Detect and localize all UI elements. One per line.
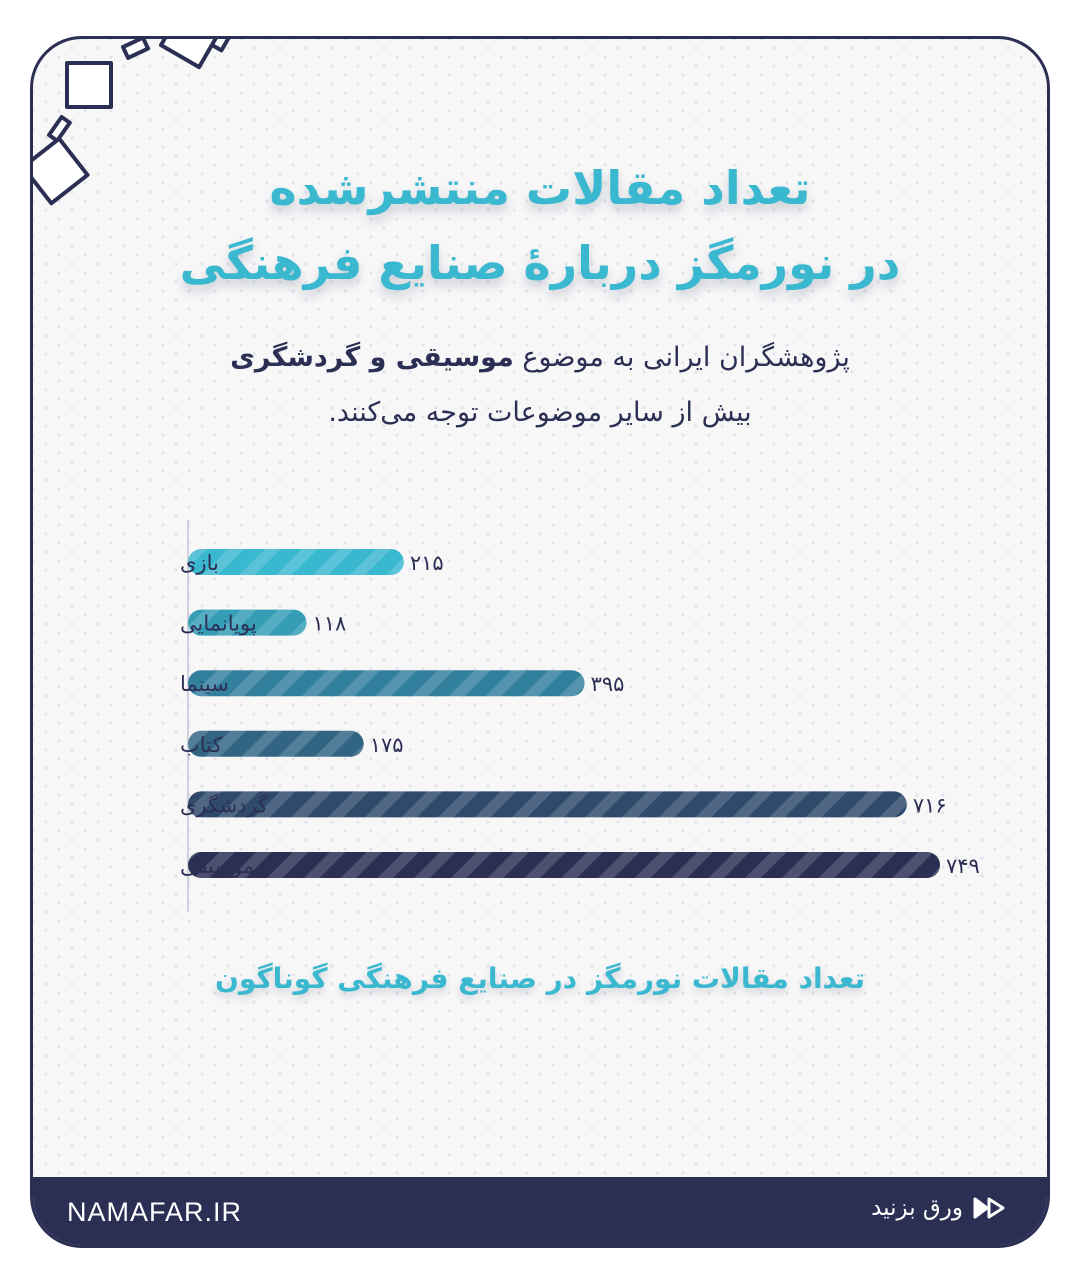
- category-label-2: سینما: [180, 672, 229, 697]
- category-label-4: گردشگری: [180, 793, 269, 818]
- value-label-0: ۲۱۵: [409, 551, 444, 575]
- chart-title: تعداد مقالات نورمگز در صنایع فرهنگی گوناگون: [214, 962, 866, 995]
- swipe-label: ورق بزنید: [871, 1195, 963, 1221]
- bar-2: [188, 670, 585, 696]
- category-label-5: موسیقی: [180, 854, 255, 878]
- bar-5: [188, 852, 940, 878]
- bar-0: [188, 549, 404, 575]
- page-title-line-1: تعداد مقالات منتشرشده: [269, 161, 811, 215]
- subtitle-text: پژوهشگران ایرانی به موضوع: [513, 342, 850, 373]
- value-label-1: ۱۱۸: [312, 611, 347, 636]
- value-label-5: ۷۴۹: [946, 854, 980, 878]
- swipe-arrow-icon: [973, 1195, 1011, 1221]
- value-label-3: ۱۷۵: [369, 732, 404, 757]
- page-title-line-2: در نورمگز درباره‌ٔ صنایع فرهنگی: [179, 236, 901, 290]
- subtitle-highlight: موسیقی و گردشگری: [230, 342, 514, 373]
- bar-4: [188, 791, 907, 817]
- value-label-4: ۷۱۶: [912, 793, 947, 818]
- value-label-2: ۳۹۵: [590, 672, 625, 697]
- swipe-hint[interactable]: [871, 1195, 1011, 1221]
- footer-bar: [33, 1177, 1047, 1245]
- category-label-0: بازی: [180, 551, 219, 575]
- category-label-3: کتاب: [180, 732, 223, 757]
- bar-chart: [0, 520, 1080, 920]
- brand-name[interactable]: NAMAFAR.IR: [67, 1197, 243, 1227]
- subtitle-line-2: بیش از سایر موضوعات توجه می‌کنند.: [328, 397, 752, 428]
- subtitle-line-1: [100, 338, 980, 379]
- category-label-1: پویانمایی: [180, 611, 257, 636]
